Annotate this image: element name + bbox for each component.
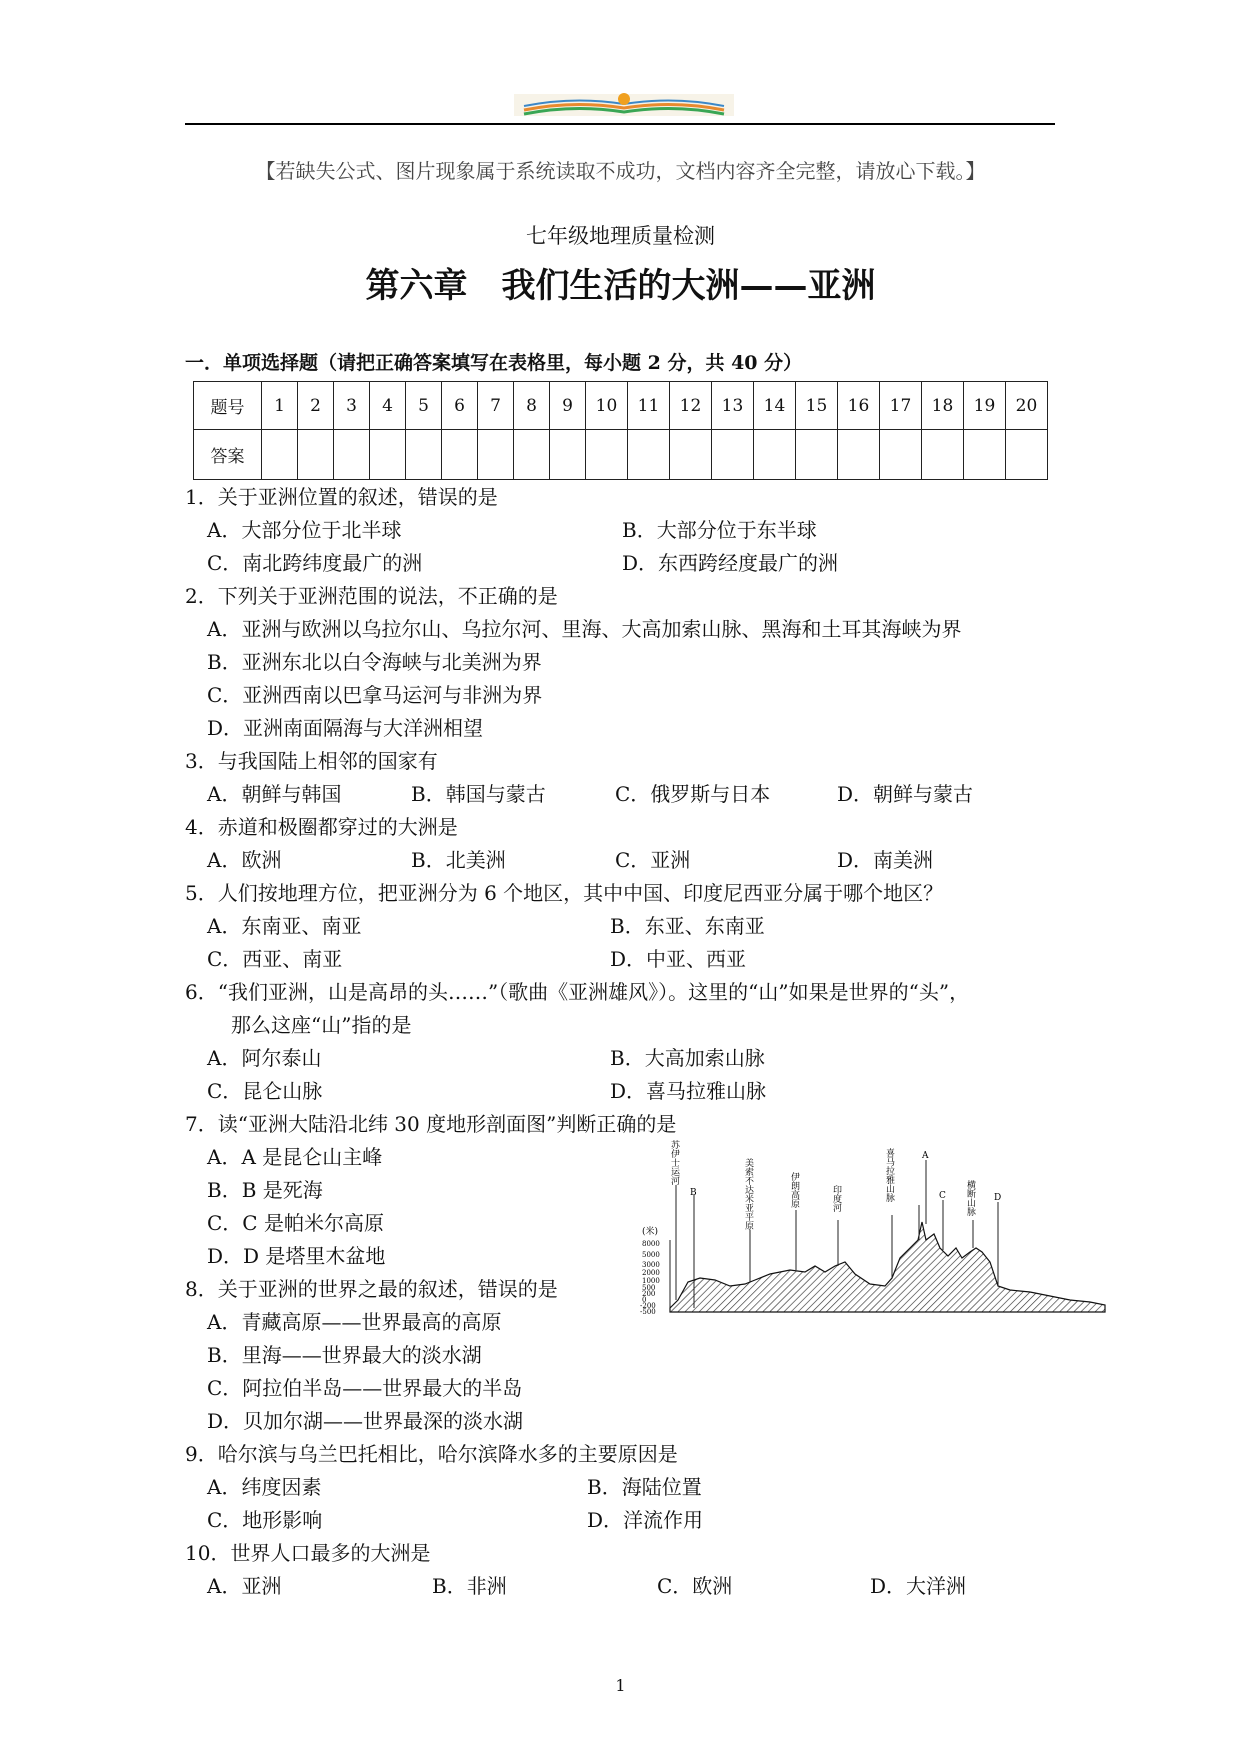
question-1-option-b[interactable]: B．大部分位于东半球 (622, 518, 817, 542)
tick-label: -500 (640, 1308, 656, 1316)
page-number: 1 (615, 1676, 626, 1695)
tick-label: 8000 (642, 1240, 660, 1248)
question-1-option-a[interactable]: A．大部分位于北半球 (207, 518, 402, 542)
question-3-option-b[interactable]: B．韩国与蒙古 (411, 782, 546, 806)
question-8-option-b[interactable]: B．里海——世界最大的淡水湖 (207, 1343, 482, 1367)
question-8-option-c[interactable]: C．阿拉伯半岛——世界最大的半岛 (207, 1376, 523, 1400)
answer-cell[interactable] (586, 430, 628, 480)
header-rule (185, 123, 1055, 125)
question-3-stem: 3．与我国陆上相邻的国家有 (185, 749, 438, 773)
table-cell: 18 (922, 382, 964, 430)
answer-cell[interactable] (670, 430, 712, 480)
question-6-option-a[interactable]: A．阿尔泰山 (207, 1046, 322, 1070)
answer-table (193, 381, 1048, 480)
label-indus-river: 印度河 (831, 1185, 841, 1212)
question-7-option-a[interactable]: A．A 是昆仑山主峰 (207, 1145, 383, 1169)
question-2-option-a[interactable]: A．亚洲与欧洲以乌拉尔山、乌拉尔河、里海、大高加索山脉、黑海和土耳其海峡为界 (207, 617, 962, 641)
label-mesopotamia: 美索不达米亚平原 (743, 1158, 753, 1230)
question-9-stem: 9．哈尔滨与乌兰巴托相比，哈尔滨降水多的主要原因是 (185, 1442, 678, 1466)
question-2-option-b[interactable]: B．亚洲东北以白令海峡与北美洲为界 (207, 650, 542, 674)
tick-label: 1000 (642, 1277, 660, 1285)
table-row-answers (194, 430, 1048, 480)
question-2-stem: 2．下列关于亚洲范围的说法，不正确的是 (185, 584, 558, 608)
answer-cell[interactable] (478, 430, 514, 480)
question-6-option-c[interactable]: C．昆仑山脉 (207, 1079, 323, 1103)
table-cell: 14 (754, 382, 796, 430)
answer-cell[interactable] (1006, 430, 1048, 480)
table-row-numbers (194, 382, 1048, 430)
answer-cell[interactable] (550, 430, 586, 480)
answer-cell[interactable] (262, 430, 298, 480)
download-notice: 【若缺失公式、图片现象属于系统读取不成功，文档内容齐全完整，请放心下载。】 (255, 159, 986, 183)
answer-cell[interactable] (514, 430, 550, 480)
tick-label: 3000 (642, 1261, 660, 1269)
row-label-answer: 答案 (194, 430, 262, 480)
answer-cell[interactable] (442, 430, 478, 480)
answer-cell[interactable] (298, 430, 334, 480)
question-9-option-d[interactable]: D．洋流作用 (587, 1508, 704, 1532)
question-4-option-b[interactable]: B．北美洲 (411, 848, 506, 872)
answer-cell[interactable] (838, 430, 880, 480)
question-3-option-a[interactable]: A．朝鲜与韩国 (207, 782, 342, 806)
answer-cell[interactable] (712, 430, 754, 480)
question-10-option-c[interactable]: C．欧洲 (657, 1574, 733, 1598)
answer-cell[interactable] (628, 430, 670, 480)
table-cell: 4 (370, 382, 406, 430)
question-5-stem: 5．人们按地理方位，把亚洲分为 6 个地区，其中中国、印度尼西亚分属于哪个地区？ (185, 881, 944, 905)
question-5-option-d[interactable]: D．中亚、西亚 (610, 947, 747, 971)
answer-cell[interactable] (406, 430, 442, 480)
question-9-option-a[interactable]: A．纬度因素 (207, 1475, 322, 1499)
table-cell: 13 (712, 382, 754, 430)
table-cell: 2 (298, 382, 334, 430)
label-himalaya: 喜马拉雅山脉 (884, 1148, 894, 1202)
table-cell: 15 (796, 382, 838, 430)
tick-label: 0 (642, 1296, 647, 1304)
question-7-option-b[interactable]: B．B 是死海 (207, 1178, 323, 1202)
table-cell: 9 (550, 382, 586, 430)
table-cell: 7 (478, 382, 514, 430)
table-cell: 3 (334, 382, 370, 430)
table-cell: 19 (964, 382, 1006, 430)
table-cell: 17 (880, 382, 922, 430)
table-cell: 10 (586, 382, 628, 430)
table-cell: 1 (262, 382, 298, 430)
question-3-option-d[interactable]: D．朝鲜与蒙古 (837, 782, 974, 806)
tick-label: 200 (642, 1290, 656, 1298)
question-8-option-d[interactable]: D．贝加尔湖——世界最深的淡水湖 (207, 1409, 524, 1433)
table-cell: 20 (1006, 382, 1048, 430)
question-4-option-d[interactable]: D．南美洲 (837, 848, 934, 872)
table-cell: 12 (670, 382, 712, 430)
subtitle: 七年级地理质量检测 (526, 224, 715, 248)
question-10-option-d[interactable]: D．大洋洲 (870, 1574, 967, 1598)
question-6-option-d[interactable]: D．喜马拉雅山脉 (610, 1079, 767, 1103)
question-4-stem: 4．赤道和极圈都穿过的大洲是 (185, 815, 458, 839)
section-heading: 一．单项选择题（请把正确答案填写在表格里，每小题 2 分，共 40 分） (185, 352, 803, 374)
question-8-option-a[interactable]: A．青藏高原——世界最高的高原 (207, 1310, 502, 1334)
answer-cell[interactable] (796, 430, 838, 480)
terrain-profile (670, 1222, 1105, 1312)
label-hengduan: 横断山脉 (965, 1180, 975, 1216)
question-1-option-d[interactable]: D．东西跨经度最广的洲 (622, 551, 839, 575)
answer-cell[interactable] (880, 430, 922, 480)
table-cell: 6 (442, 382, 478, 430)
table-cell: 8 (514, 382, 550, 430)
question-10-stem: 10．世界人口最多的大洲是 (185, 1541, 431, 1565)
table-cell: 16 (838, 382, 880, 430)
question-7-stem: 7．读“亚洲大陆沿北纬 30 度地形剖面图”判断正确的是 (185, 1112, 677, 1136)
terrain-profile-figure (630, 1140, 1120, 1320)
label-suez-canal: 苏伊士运河 (669, 1140, 679, 1185)
answer-cell[interactable] (370, 430, 406, 480)
question-6-stem: 6．“我们亚洲，山是高昂的头……”（歌曲《亚洲雄风》）。这里的“山”如果是世界的“头”， (185, 980, 970, 1004)
question-5-option-a[interactable]: A．东南亚、南亚 (207, 914, 362, 938)
label-iran-plateau: 伊朗高原 (789, 1172, 799, 1208)
tick-label: 2000 (642, 1269, 660, 1277)
question-1-option-c[interactable]: C．南北跨纬度最广的洲 (207, 551, 423, 575)
table-cell: 5 (406, 382, 442, 430)
question-4-option-a[interactable]: A．欧洲 (207, 848, 282, 872)
question-9-option-c[interactable]: C．地形影响 (207, 1508, 323, 1532)
question-5-option-b[interactable]: B．东亚、东南亚 (610, 914, 765, 938)
question-10-option-a[interactable]: A．亚洲 (207, 1574, 282, 1598)
tick-label: 500 (642, 1284, 656, 1292)
question-7-option-d[interactable]: D．D 是塔里木盆地 (207, 1244, 386, 1268)
answer-cell[interactable] (964, 430, 1006, 480)
question-6-stem-continued: 那么这座“山”指的是 (231, 1013, 412, 1037)
question-1-stem: 1．关于亚洲位置的叙述，错误的是 (185, 485, 498, 509)
label-d: D (994, 1193, 1002, 1203)
logo (514, 90, 734, 120)
question-10-option-b[interactable]: B．非洲 (432, 1574, 507, 1598)
question-8-stem: 8．关于亚洲的世界之最的叙述，错误的是 (185, 1277, 558, 1301)
answer-cell[interactable] (334, 430, 370, 480)
question-2-option-d[interactable]: D．亚洲南面隔海与大洋洲相望 (207, 716, 484, 740)
tick-label: 5000 (642, 1251, 660, 1259)
answer-cell[interactable] (754, 430, 796, 480)
label-b: B (690, 1188, 697, 1198)
question-9-option-b[interactable]: B．海陆位置 (587, 1475, 702, 1499)
table-cell: 11 (628, 382, 670, 430)
tick-label: -200 (640, 1302, 656, 1310)
label-a: A (922, 1151, 929, 1161)
row-label-number: 题号 (194, 382, 262, 430)
question-4-option-c[interactable]: C．亚洲 (615, 848, 691, 872)
question-7-option-c[interactable]: C．C 是帕米尔高原 (207, 1211, 384, 1235)
answer-cell[interactable] (922, 430, 964, 480)
question-6-option-b[interactable]: B．大高加索山脉 (610, 1046, 765, 1070)
question-3-option-c[interactable]: C．俄罗斯与日本 (615, 782, 771, 806)
question-2-option-c[interactable]: C．亚洲西南以巴拿马运河与非洲为界 (207, 683, 543, 707)
question-5-option-c[interactable]: C．西亚、南亚 (207, 947, 343, 971)
label-c: C (939, 1191, 946, 1201)
page-title: 第六章 我们生活的大洲——亚洲 (365, 266, 876, 306)
axis-unit-label: (米) (642, 1227, 659, 1237)
